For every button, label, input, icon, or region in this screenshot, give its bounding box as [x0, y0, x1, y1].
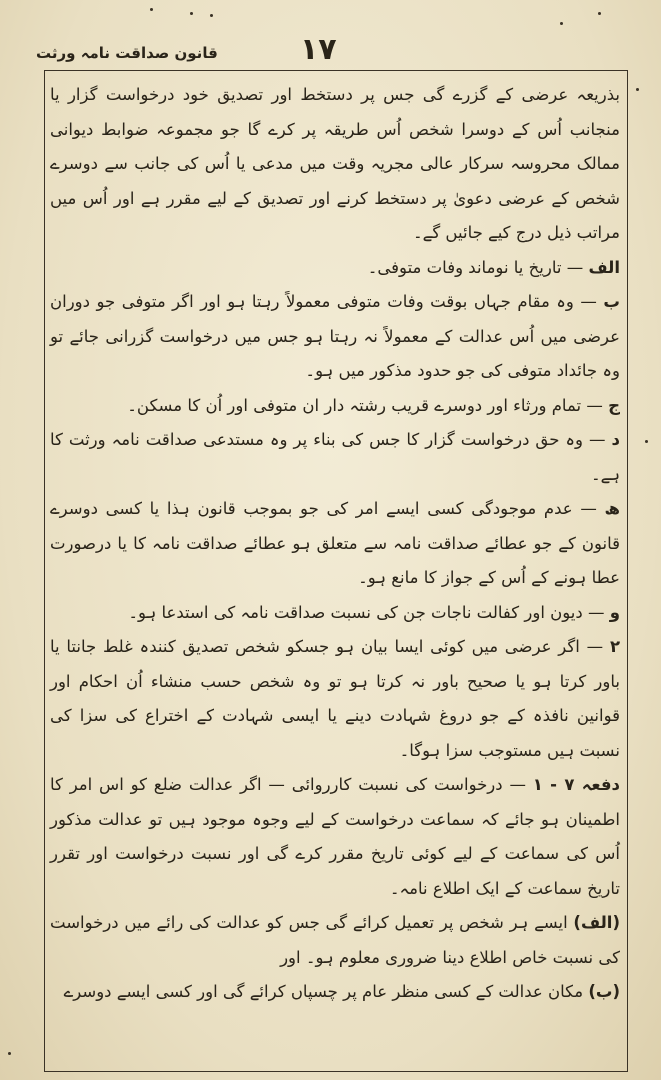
paragraph: ھ — عدم موجودگی کسی ایسے امر کی جو بموجب قانون ہذا یا کسی دوسرے قانون کے جو عطائے صداقت نامہ سے متعلق ہو عطائے صداقت نامہ کا یا درصورت عطا ہونے کے اُس کے جواز کا مانع ہو۔	[50, 499, 620, 587]
page-number: ۱۷	[300, 32, 337, 67]
paragraph-text: بذریعہ عرضی کے گزرے گی جس پر دستخط اور تصدیق خود درخواست گزار یا منجانب اُس کے دوسرا شخص اُس طریقہ پر کرے گا جو مجموعہ ضوابط دیوانی ممالک محروسہ سرکار عالی مجریہ وقت میں مدعی یا اُس کی جانب سے دوسرے شخص کے عرضی دعویٰ پر دستخط کرنے اور تصدیق کے لیے مقرر ہے اور اُس میں مراتب ذیل درج کیے جائیں گے۔	[50, 85, 620, 242]
paragraph: ب — وہ مقام جہاں بوقت وفات متوفی معمولاً رہتا ہو اور اگر متوفی جو دوران عرضی میں اُس عدالت کے معمولاً نہ رہتا ہو جس میں درخواست گزرانی جائے تو وہ جائداد متوفی کی جو حدود مذکور میں ہو۔	[50, 292, 620, 380]
paragraph-label: (الف)	[573, 913, 620, 932]
running-title: قانون صداقت نامہ ورثت	[36, 44, 218, 62]
paragraph: الف — تاریخ یا نوماند وفات متوفی۔	[367, 257, 620, 277]
paragraph: دفعہ ۷ - ۱ — درخواست کی نسبت کارروائی — اگر عدالت ضلع کو اس امر کا اطمینان ہو جائے کہ سماعت درخواست کے لیے وجوہ موجود ہیں تو عدالت مذکور اُس کی سماعت کے لیے کوئی تاریخ مقرر کرے گی اور نسبت درخواست اور تقرر تاریخ سماعت کے ایک اطلاع نامہ۔	[50, 775, 620, 898]
paragraph	[50, 78, 620, 251]
paragraph: د — وہ حق درخواست گزار کا جس کی بناء پر وہ مستدعی صداقت نامہ ورثت کا ہے۔	[50, 430, 620, 484]
paragraph-text: دیون اور کفالت ناجات جن کی نسبت صداقت نامہ کی استدعا ہو۔	[128, 602, 583, 622]
paragraph-text: تمام ورثاء اور دوسرے قریب رشتہ دار ان متوفی اور اُن کا مسکن۔	[127, 395, 582, 415]
paragraph-label: (ب)	[588, 982, 620, 1001]
paragraph	[50, 975, 620, 1010]
paragraph: و — دیون اور کفالت ناجات جن کی نسبت صداقت نامہ کی استدعا ہو۔	[128, 602, 620, 622]
paragraph-label: ۲	[609, 637, 621, 656]
document-body	[50, 78, 620, 1010]
paragraph-text: وہ حق درخواست گزار کا جس کی بناء پر وہ مستدعی صداقت نامہ ورثت کا ہے۔	[50, 430, 620, 484]
paragraph-label: د	[611, 430, 620, 449]
paragraph-label: ج	[608, 395, 620, 415]
paragraph-label: ھ	[604, 499, 620, 518]
paragraph	[50, 906, 620, 975]
paragraph-text: ایسے ہر شخص پر تعمیل کرائے گی جس کو عدالت کی رائے میں درخواست کی نسبت خاص اطلاع دینا ضروری معلوم ہو۔ اور	[50, 913, 620, 967]
paragraph-label: ب	[603, 292, 620, 311]
paragraph-text: مکان عدالت کے کسی منظر عام پر چسپاں کرائے گی اور کسی ایسے دوسرے	[63, 982, 584, 1001]
paragraph-text: وہ مقام جہاں بوقت وفات متوفی معمولاً رہتا ہو اور اگر متوفی جو دوران عرضی میں اُس عدالت کے معمولاً نہ رہتا ہو جس میں درخواست گزرانی جائے تو وہ جائداد متوفی کی جو حدود مذکور میں ہو۔	[50, 292, 620, 380]
paragraph-label: الف	[588, 257, 620, 277]
page-header	[0, 32, 661, 72]
paragraph-label: و	[609, 602, 620, 622]
paragraph: ۲ — اگر عرضی میں کوئی ایسا بیان ہو جسکو شخص تصدیق کنندہ غلط جانتا یا باور کرتا ہو یا صحیح باور نہ کرتا ہو تو وہ شخص حسب منشاء اُن احکام اور قوانین نافذہ کے جو دروغ شہادت دینے یا ایسی شہادت کے اختراع کی سزا کی نسبت ہیں مستوجب سزا ہوگا۔	[50, 637, 621, 760]
paragraph: ج — تمام ورثاء اور دوسرے قریب رشتہ دار ان متوفی اور اُن کا مسکن۔	[127, 395, 620, 415]
paragraph-text: درخواست کی نسبت کارروائی — اگر عدالت ضلع کو اس امر کا اطمینان ہو جائے کہ سماعت درخواست کے لیے وجوہ موجود ہیں تو عدالت مذکور اُس کی سماعت کے لیے کوئی تاریخ مقرر کرے گی اور نسبت درخواست اور تقرر تاریخ سماعت کے ایک اطلاع نامہ۔	[50, 775, 620, 898]
paragraph-text: تاریخ یا نوماند وفات متوفی۔	[367, 257, 562, 277]
paragraph-text: اگر عرضی میں کوئی ایسا بیان ہو جسکو شخص تصدیق کنندہ غلط جانتا یا باور کرتا ہو یا صحیح باور نہ کرتا ہو تو وہ شخص حسب منشاء اُن احکام اور قوانین نافذہ کے جو دروغ شہادت دینے یا ایسی شہادت کے اختراع کی سزا کی نسبت ہیں مستوجب سزا ہوگا۔	[50, 637, 620, 760]
paragraph-label: دفعہ ۷ - ۱	[532, 775, 620, 794]
paragraph-text: عدم موجودگی کسی ایسے امر کی جو بموجب قانون ہذا یا کسی دوسرے قانون کے جو عطائے صداقت نامہ سے متعلق ہو عطائے صداقت نامہ کا یا درصورت عطا ہونے کے اُس کے جواز کا مانع ہو۔	[50, 499, 620, 587]
